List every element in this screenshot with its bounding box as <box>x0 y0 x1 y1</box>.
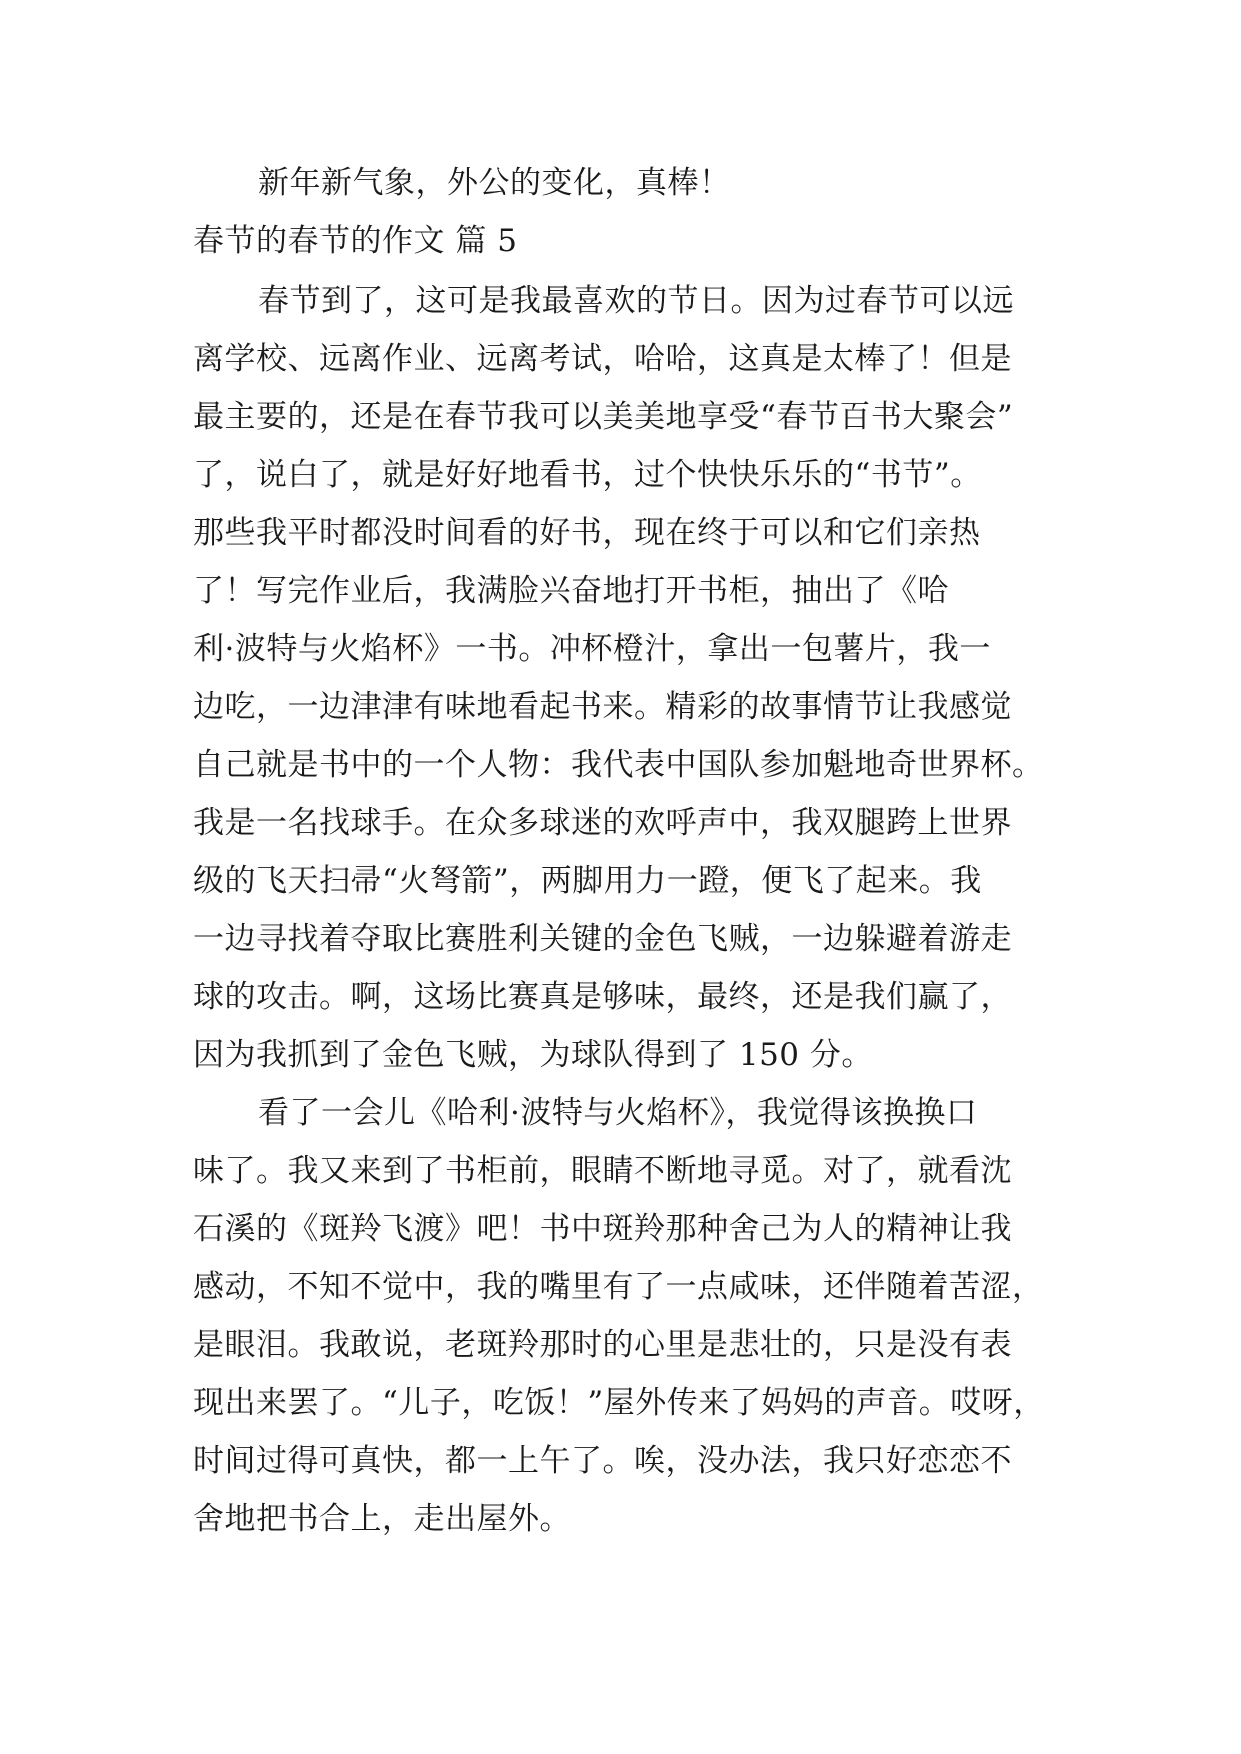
paragraph-2-line-3: 石溪的《斑羚飞渡》吧！书中斑羚那种舍己为人的精神让我 <box>193 1211 1012 1247</box>
paragraph-1-line-4: 了，说白了，就是好好地看书，过个快快乐乐的“书节”。 <box>193 457 982 493</box>
paragraph-2-line-4: 感动，不知不觉中，我的嘴里有了一点咸味，还伴随着苦涩， <box>193 1269 1044 1305</box>
paragraph-2-line-7: 时间过得可真快，都一上午了。唉，没办法，我只好恋恋不 <box>193 1443 1012 1479</box>
paragraph-1-line-10: 我是一名找球手。在众多球迷的欢呼声中，我双腿跨上世界 <box>193 805 1012 841</box>
paragraph-1-line-7: 利·波特与火焰杯》一书。冲杯橙汁，拿出一包薯片，我一 <box>193 631 991 667</box>
paragraph-1-line-14: 因为我抓到了金色飞贼，为球队得到了 150 分。 <box>193 1037 873 1073</box>
paragraph-1-line-1: 春节到了，这可是我最喜欢的节日。因为过春节可以远 <box>258 283 1014 319</box>
paragraph-1-line-2: 离学校、远离作业、远离考试，哈哈，这真是太棒了！但是 <box>193 341 1012 377</box>
paragraph-1-line-11: 级的飞天扫帚“火弩箭”，两脚用力一蹬，便飞了起来。我 <box>193 863 982 899</box>
paragraph-1-line-9: 自己就是书中的一个人物：我代表中国队参加魁地奇世界杯。 <box>193 747 1044 783</box>
section-heading: 春节的春节的作文 篇 5 <box>193 223 518 259</box>
paragraph-1-line-5: 那些我平时都没时间看的好书，现在终于可以和它们亲热 <box>193 515 981 551</box>
paragraph-2-line-1: 看了一会儿《哈利·波特与火焰杯》，我觉得该换换口 <box>258 1095 978 1131</box>
paragraph-2-line-6: 现出来罢了。“儿子，吃饭！”屋外传来了妈妈的声音。哎呀， <box>193 1385 1045 1421</box>
paragraph-2-line-8: 舍地把书合上，走出屋外。 <box>193 1501 571 1537</box>
paragraph-1-line-12: 一边寻找着夺取比赛胜利关键的金色飞贼，一边躲避着游走 <box>193 921 1012 957</box>
paragraph-1-line-8: 边吃，一边津津有味地看起书来。精彩的故事情节让我感觉 <box>193 689 1012 725</box>
paragraph-1-line-13: 球的攻击。啊，这场比赛真是够味，最终，还是我们赢了， <box>193 979 1012 1015</box>
paragraph-1-line-6: 了！写完作业后，我满脸兴奋地打开书柜，抽出了《哈 <box>193 573 949 609</box>
paragraph-1-line-3: 最主要的，还是在春节我可以美美地享受“春节百书大聚会” <box>193 399 1014 435</box>
closing-line-prev-essay: 新年新气象，外公的变化，真棒！ <box>258 165 731 201</box>
paragraph-2-line-2: 味了。我又来到了书柜前，眼睛不断地寻觅。对了，就看沈 <box>193 1153 1012 1189</box>
paragraph-2-line-5: 是眼泪。我敢说，老斑羚那时的心里是悲壮的，只是没有表 <box>193 1327 1012 1363</box>
